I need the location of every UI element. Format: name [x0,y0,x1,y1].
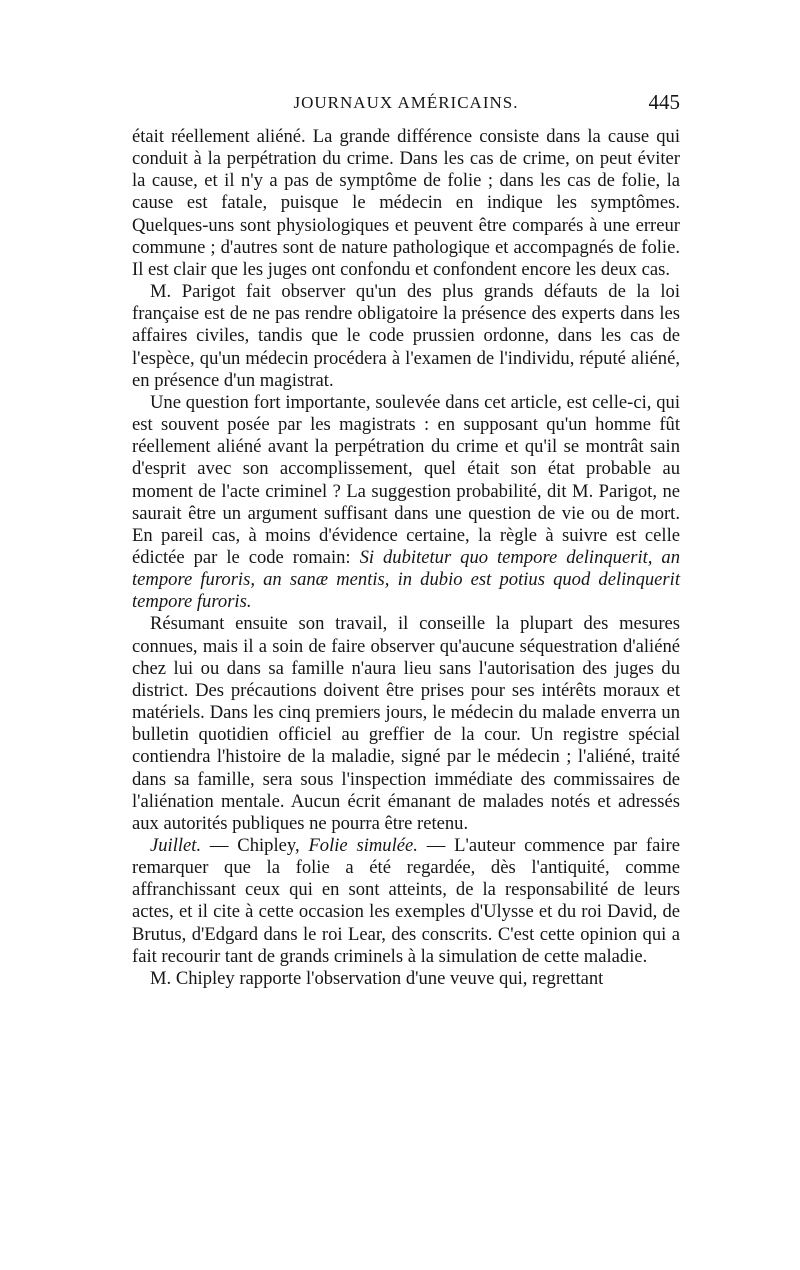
paragraph [132,968,680,990]
paragraph-text: Résumant ensuite son travail, il conseille la plupart des mesures connues, mais il a soin de faire observer qu'aucune séquestration d'aliéné chez lui ou dans sa famille n'aura lieu sans l'autorisation des juges du district. Des précautions doivent être prises pour ses intérêts moraux et matériels. Dans les cinq premiers jours, le médecin du malade enverra un bulletin quotidien officiel au greffier de la cour. Un registre spécial contiendra l'histoire de la maladie, signé par le médecin ; l'aliéné, traité dans sa famille, sera sous l'inspection immédiate des commissaires de l'aliénation mentale. Aucun écrit émanant de malades notés et adressés aux autorités publiques ne pourra être retenu. [132,613,680,834]
body-text [132,126,680,990]
paragraph [132,613,680,835]
section-date: Juillet. [150,835,202,856]
paragraph [132,281,680,392]
page-header [132,90,680,121]
paragraph-text: — L'auteur commence par faire remarquer que la folie a été regardée, dès l'antiquité, comme affranchissant ceux qui en sont atteints, de la responsabilité de leurs actes, et il cite à cette occasion les exemples d'Ulysse et du roi David, de Brutus, d'Edgard dans le roi Lear, des conscrits. C'est cette opinion qui a fait recourir tant de grands criminels à la simulation de cette maladie. [132,835,680,967]
paragraph-text: Une question fort importante, soulevée dans cet article, est celle-ci, qui est souvent posée par les magistrats : en supposant qu'un homme fût réellement aliéné avant la perpétration du crime et qu'il se montrât sain d'esprit avec son accomplissement, quel était son état probable au moment de l'acte criminel ? La suggestion probabilité, dit M. Parigot, ne saurait être un argument suffisant dans une question de vie ou de mort. En pareil cas, à moins d'évidence certaine, la règle à suivre est celle édictée par le code romain: [132,391,680,568]
running-title: JOURNAUX AMÉRICAINS. [293,93,519,112]
paragraph-text: était réellement aliéné. La grande différence consiste dans la cause qui conduit à la perpétration du crime. Dans les cas de crime, on peut éviter la cause, et il n'y a pas de symptôme de folie ; dans les cas de folie, la cause est fatale, puisque le médecin en indique les symptômes. Quelques-uns sont physiologiques et peuvent être comparés à une erreur commune ; d'autres sont de nature pathologique et accompagnés de folie. Il est clair que les juges ont confondu et confondent encore les deux cas. [132,126,680,280]
article-title: Folie simulée. [308,835,418,856]
paragraph [132,126,680,281]
paragraph-text: M. Parigot fait observer qu'un des plus grands défauts de la loi française est de ne pas rendre obligatoire la présence des experts dans les affaires civiles, tandis que le code prussien ordonne, dans les cas de l'espèce, qu'un médecin procédera à l'examen de l'individu, réputé aliéné, en présence d'un magistrat. [132,281,680,391]
paragraph [132,835,680,968]
paragraph [132,392,680,614]
latin-quote: Si dubitetur quo tempore delinquerit, an tempore furoris, an sanæ mentis, in dubio est potius quod delinquerit tempore furoris. [132,546,681,613]
paragraph-text: M. Chipley rapporte l'observation d'une veuve qui, regrettant [150,967,604,989]
page-number: 445 [648,90,680,114]
author-name: — Chipley, [201,835,309,856]
